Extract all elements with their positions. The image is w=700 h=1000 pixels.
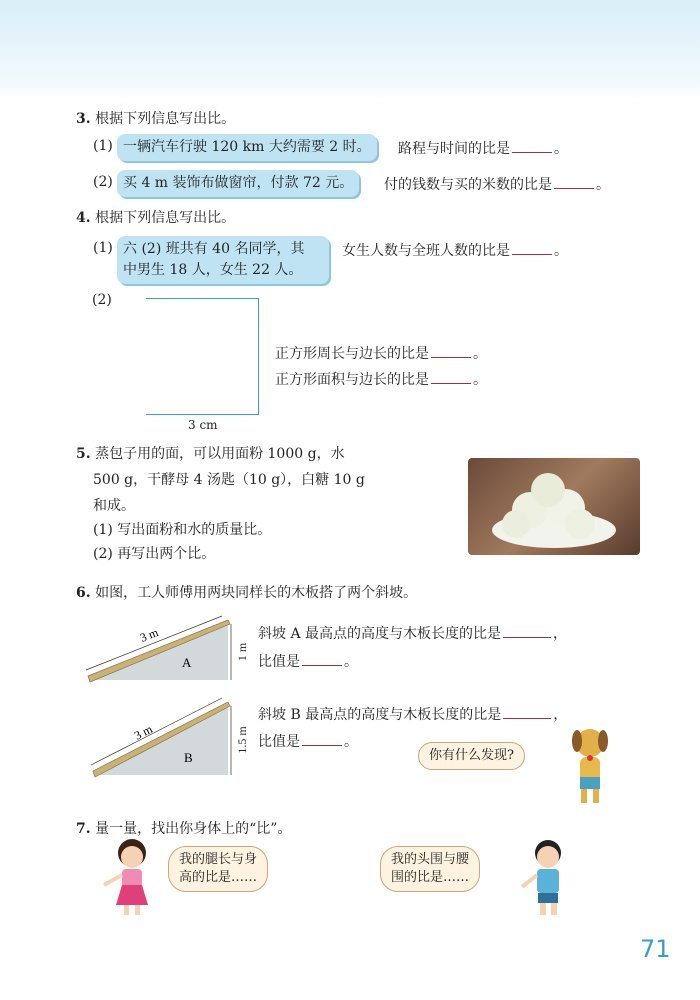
q6-b-ratio-value xyxy=(258,731,358,751)
period: 。 xyxy=(344,654,358,670)
q4-1-info-line: 中男生 18 人，女生 22 人。 xyxy=(123,262,303,278)
buns-illustration xyxy=(468,458,640,555)
answer-blank[interactable] xyxy=(554,176,594,189)
q6-a-q2-text: 比值是 xyxy=(258,654,300,670)
slope-a xyxy=(86,616,249,682)
answer-blank[interactable] xyxy=(302,653,342,666)
slopes-diagram xyxy=(82,612,254,787)
q5-sub-2: (2) 再写出两个比。 xyxy=(93,546,216,562)
q5-line-2: 500 g，干酵母 4 汤匙（10 g），白糖 10 g xyxy=(93,472,365,488)
q3-2-label: (2) xyxy=(93,174,113,190)
q5-sub-1: (1) 写出面粉和水的质量比。 xyxy=(93,522,272,538)
q6-number: 6. xyxy=(76,585,91,601)
q6-title-text: 如图，工人师傅用两块同样长的木板搭了两个斜坡。 xyxy=(95,585,418,601)
q7-title-text: 量一量，找出你身体上的“比”。 xyxy=(95,821,292,837)
q5-line-3: 和成。 xyxy=(93,498,135,514)
q3-title-text: 根据下列信息写出比。 xyxy=(95,111,236,127)
period: 。 xyxy=(344,734,358,750)
q6-a-question xyxy=(258,623,567,643)
answer-blank[interactable] xyxy=(431,345,471,358)
page-number: 71 xyxy=(640,935,671,963)
boy-bubble-line: 我的头围与腰 xyxy=(391,852,470,867)
q3-1-label: (1) xyxy=(93,138,113,154)
answer-blank[interactable] xyxy=(431,371,471,384)
period: 。 xyxy=(554,141,568,157)
boy-bubble-line: 围的比是…… xyxy=(391,870,470,885)
q4-title xyxy=(76,207,235,227)
q7-number: 7. xyxy=(76,821,91,837)
q3-title xyxy=(76,108,235,128)
q4-1-info-line: 六 (2) 班共有 40 名同学，其 xyxy=(123,241,305,257)
slope-b-height-label: 1.5 m xyxy=(235,726,249,754)
answer-blank[interactable] xyxy=(302,733,342,746)
cartoon-girl xyxy=(100,835,162,917)
q5-text: 蒸包子用的面，可以用面粉 1000 g，水 xyxy=(95,446,345,462)
q4-number: 4. xyxy=(76,210,91,226)
q4-2-label: (2) xyxy=(92,292,112,308)
side-length-label: 3 cm xyxy=(188,418,218,432)
q6-a-q1-text: 斜坡 A 最高点的高度与木板长度的比是 xyxy=(258,626,502,642)
cartoon-boy xyxy=(518,835,578,917)
q4-1-question xyxy=(342,240,568,260)
square-diagram xyxy=(146,298,259,415)
q5-line-1 xyxy=(76,443,345,463)
q3-1-question-text: 路程与时间的比是 xyxy=(398,141,510,157)
period: 。 xyxy=(473,346,487,362)
girl-bubble-line: 我的腿长与身 xyxy=(179,852,258,867)
q3-2-info-box: 买 4 m 装饰布做窗帘，付款 72 元。 xyxy=(117,170,359,197)
header-band xyxy=(0,0,700,100)
period: 。 xyxy=(473,372,487,388)
comma: ， xyxy=(553,707,568,723)
answer-blank[interactable] xyxy=(512,140,552,153)
girl-speech-bubble xyxy=(168,846,268,892)
answer-blank[interactable] xyxy=(512,242,552,255)
answer-blank[interactable] xyxy=(503,706,551,719)
q3-2-question-text: 付的钱数与买的米数的比是 xyxy=(384,177,552,193)
period: 。 xyxy=(596,177,610,193)
q4-2-q1-text: 正方形周长与边长的比是 xyxy=(275,346,429,362)
slope-b-board-label: 3 m xyxy=(132,721,155,743)
answer-blank[interactable] xyxy=(503,625,551,638)
q4-1-info-box xyxy=(117,236,329,284)
q4-1-question-text: 女生人数与全班人数的比是 xyxy=(342,243,510,259)
slope-a-board-label: 3 m xyxy=(138,625,161,645)
slope-a-name: A xyxy=(182,655,192,670)
dog-speech-bubble: 你有什么发现? xyxy=(418,742,525,770)
slope-a-height-label: 1 m xyxy=(235,642,249,662)
period: 。 xyxy=(554,243,568,259)
q4-1-label: (1) xyxy=(93,240,113,256)
comma: ， xyxy=(553,626,568,642)
cartoon-dog xyxy=(565,725,615,807)
q6-b-q1-text: 斜坡 B 最高点的高度与木板长度的比是 xyxy=(258,707,502,723)
q4-2-question-1 xyxy=(275,343,487,363)
girl-bubble-line: 高的比是…… xyxy=(179,870,258,885)
q4-2-question-2 xyxy=(275,369,487,389)
steamed-buns-photo xyxy=(468,458,640,555)
q3-1-question xyxy=(398,138,568,158)
slope-b xyxy=(91,698,249,777)
boy-speech-bubble xyxy=(380,846,480,892)
q5-number: 5. xyxy=(76,446,91,462)
q6-b-question xyxy=(258,704,567,724)
q4-2-q2-text: 正方形面积与边长的比是 xyxy=(275,372,429,388)
q6-a-ratio-value xyxy=(258,651,358,671)
q6-b-q2-text: 比值是 xyxy=(258,734,300,750)
q3-number: 3. xyxy=(76,111,91,127)
q3-1-info-box: 一辆汽车行驶 120 km 大约需要 2 时。 xyxy=(117,134,377,161)
q6-title xyxy=(76,582,417,602)
q3-2-question xyxy=(384,174,610,194)
q4-title-text: 根据下列信息写出比。 xyxy=(95,210,236,226)
slope-b-name: B xyxy=(184,750,193,765)
